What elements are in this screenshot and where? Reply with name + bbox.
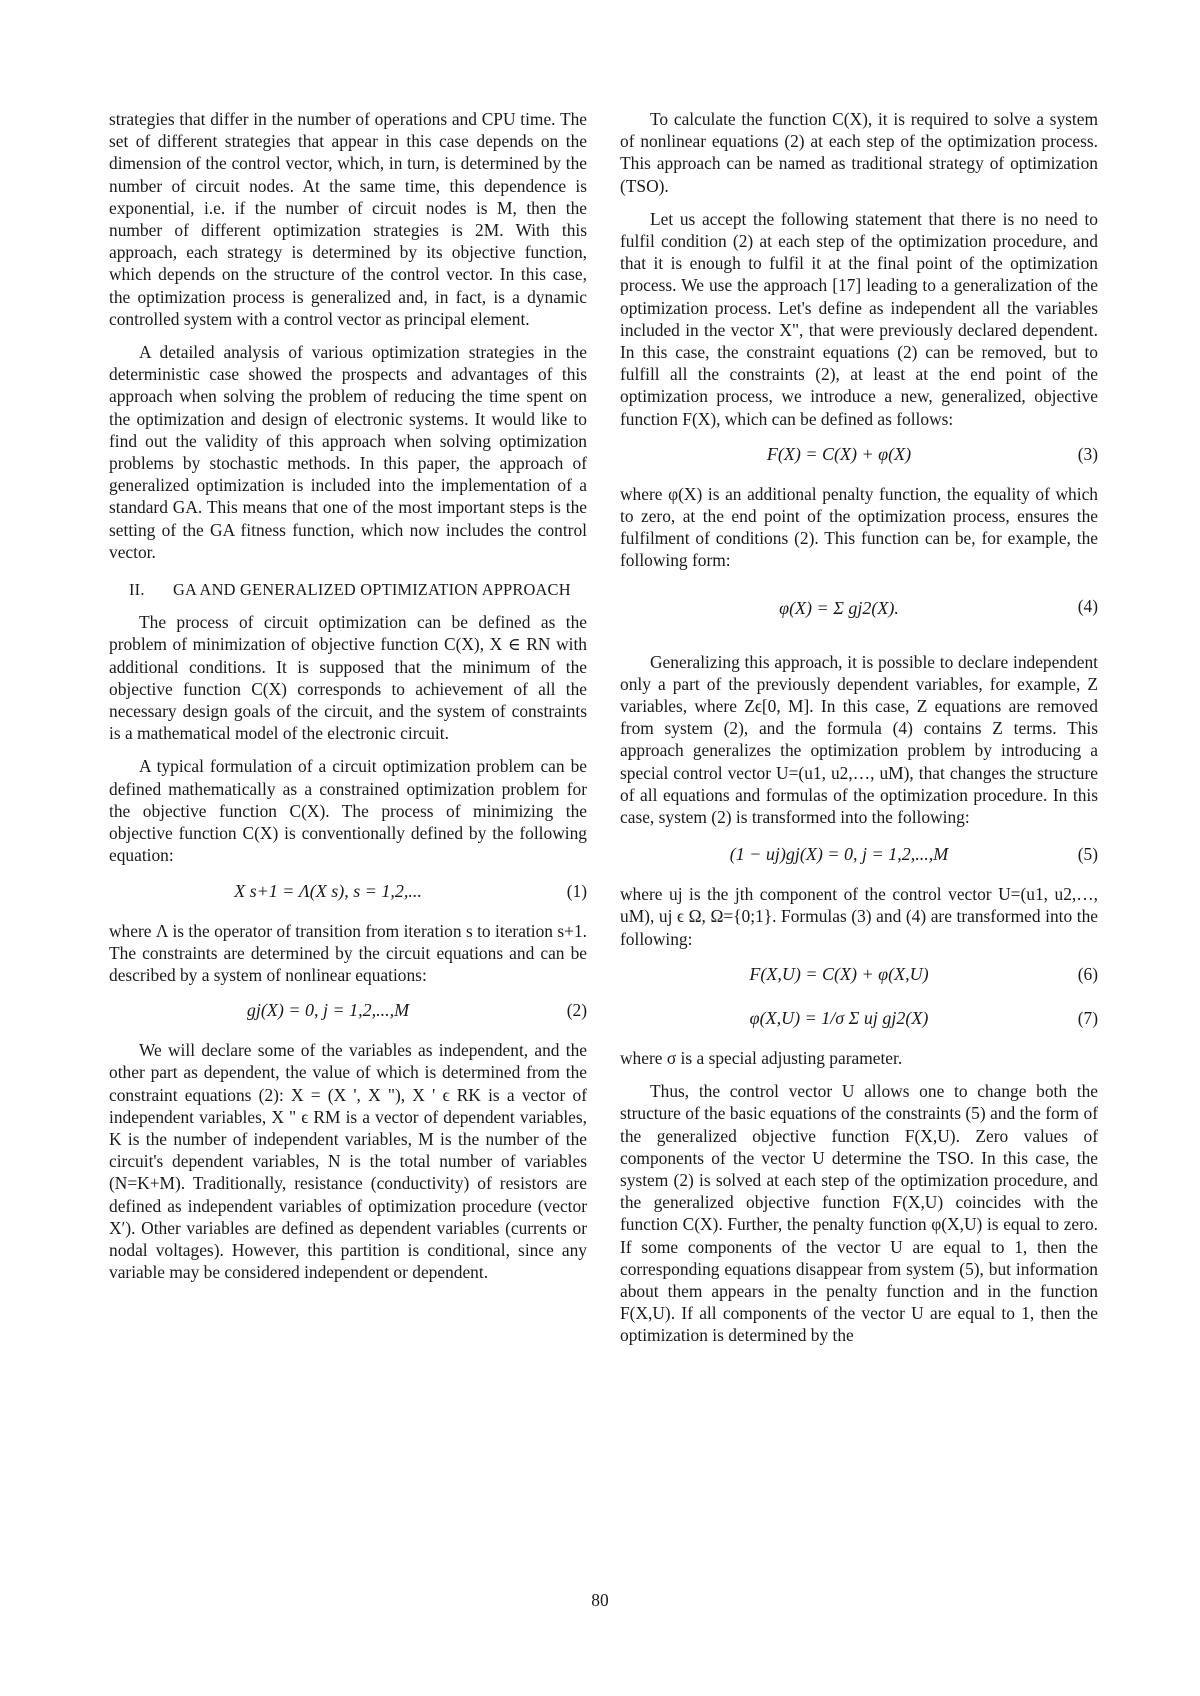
equation-body: φ(X) = Σ gj2(X). xyxy=(779,597,899,618)
equation-number: (2) xyxy=(566,1000,587,1021)
section-title: GA AND GENERALIZED OPTIMIZATION APPROACH xyxy=(173,580,571,600)
equation-2 xyxy=(109,995,587,1029)
equation-5 xyxy=(620,839,1098,873)
equation-number: (1) xyxy=(566,880,587,901)
equation-6 xyxy=(620,959,1098,993)
paragraph: where uj is the jth component of the control vector U=(u1, u2,…, uM), uj ϵ Ω, Ω={0;1}. Formulas (3) and (4) are transformed into the following: xyxy=(620,884,1098,949)
section-number: II. xyxy=(129,580,145,600)
paragraph: The process of circuit optimization can be defined as the problem of minimization of objective function C(X), X ∈ RN with additional conditions. It is supposed that the minimum of the objective function C(X) corresponds to achievement of all the necessary design goals of the circuit, and the system of constraints is a mathematical model of the electronic circuit. xyxy=(109,612,587,744)
paragraph: Thus, the control vector U allows one to change both the structure of the basic equations of the constraints (5) and the form of the generalized objective function F(X,U). Zero values of components of the vector U determine the TSO. In this case, the system (2) is solved at each step of the optimization procedure, and the generalized objective function F(X,U) coincides with the function C(X). Further, the penalty function φ(X,U) is equal to zero. If some components of the vector U are equal to 1, then the corresponding equations disappear from system (5), but information about them appears in the penalty function and in the function F(X,U). If all components of the vector U are equal to 1, then the optimization is determined by the xyxy=(620,1081,1098,1346)
equation-number: (7) xyxy=(1077,1007,1098,1028)
equation-number: (5) xyxy=(1077,844,1098,865)
page-number: 80 xyxy=(591,1590,609,1610)
paragraph: where σ is a special adjusting parameter. xyxy=(620,1047,903,1068)
paragraph: strategies that differ in the number of operations and CPU time. The set of different strategies that appear in this case depends on the dimension of the control vector, which, in turn, is determined by the number of circuit nodes. At the same time, this dependence is exponential, i.e. if the number of circuit nodes is M, then the number of different optimization strategies is 2M. With this approach, each strategy is determined by its objective function, which depends on the structure of the control vector. In this case, the optimization process is generalized and, in fact, is a dynamic controlled system with a control vector as principal element. xyxy=(109,109,587,329)
paragraph: A typical formulation of a circuit optimization problem can be defined mathematically as a constrained optimization problem for the objective function C(X). The process of minimizing the objective function C(X) is conventionally defined by the following equation: xyxy=(109,756,587,866)
equation-number: (3) xyxy=(1077,443,1098,464)
equation-3 xyxy=(620,439,1098,473)
equation-body: (1 − uj)gj(X) = 0, j = 1,2,...,M xyxy=(729,844,949,865)
equation-1 xyxy=(109,876,587,910)
equation-7 xyxy=(620,1003,1098,1037)
paragraph: Generalizing this approach, it is possible to declare independent only a part of the previously dependent variables, for example, Z variables, where Zϵ[0, M]. In this case, Z equations are removed from system (2), and the formula (4) contains Z terms. This approach generalizes the optimization problem by introducing a special control vector U=(u1, u2,…, uM), that changes the structure of all equations and formulas of the optimization procedure. In this case, system (2) is transformed into the following: xyxy=(620,651,1098,828)
equation-body: gj(X) = 0, j = 1,2,...,M xyxy=(246,1000,410,1021)
equation-4 xyxy=(620,581,1098,641)
left-column xyxy=(109,108,587,1294)
equation-body: F(X) = C(X) + φ(X) xyxy=(766,443,912,464)
paragraph: Let us accept the following statement that there is no need to fulfil condition (2) at each step of the optimization procedure, and that it is enough to fulfil it at the final point of the optimization process. We use the approach [17] leading to a generalization of the optimization process. Let's define as independent all the variables included in the vector X", that were previously declared dependent. In this case, the constraint equations (2) can be removed, but to fulfill all the constraints (2), at least at the end point of the optimization process, we introduce a new, generalized, objective function F(X), which can be defined as follows: xyxy=(620,208,1098,429)
paragraph: A detailed analysis of various optimization strategies in the deterministic case showed the prospects and advantages of this approach when solving the problem of reducing the time spent on the optimization and design of electronic systems. It would like to find out the validity of this approach when solving optimization problems by stochastic methods. In this paper, the approach of generalized optimization is included into the implementation of a standard GA. This means that one of the most important steps is the setting of the GA fitness function, which now includes the control vector. xyxy=(109,342,587,562)
paragraph: where φ(X) is an additional penalty function, the equality of which to zero, at the end point of the optimization process, ensures the fulfilment of conditions (2). This function can be, for example, the following form: xyxy=(620,483,1098,571)
section-heading xyxy=(129,579,587,601)
equation-body: X s+1 = Λ(X s), s = 1,2,... xyxy=(234,880,422,901)
equation-number: (6) xyxy=(1077,963,1098,984)
paragraph: We will declare some of the variables as independent, and the other part as dependent, the value of which is determined from the constraint equations (2): X = (X ', X "), X ' ϵ RK is a vector of independent variables, X " ϵ RM is a vector of dependent variables, K is the number of independent variables, M is the number of the circuit's dependent variables, N is the total number of variables (N=K+M). Traditionally, resistance (conductivity) of resistors are defined as independent variables of optimization procedure (vector X′). Other variables are defined as dependent variables (currents or nodal voltages). However, this partition is conditional, since any variable may be considered independent or dependent. xyxy=(109,1040,587,1283)
equation-number: (4) xyxy=(1077,595,1098,616)
paragraph: To calculate the function C(X), it is required to solve a system of nonlinear equations (2) at each step of the optimization process. This approach can be named as traditional strategy of optimization (TSO). xyxy=(620,109,1098,196)
paragraph: where Λ is the operator of transition from iteration s to iteration s+1. The constraints are determined by the circuit equations and can be described by a system of nonlinear equations: xyxy=(109,920,587,985)
equation-body: φ(X,U) = 1/σ Σ uj gj2(X) xyxy=(749,1007,929,1028)
equation-body: F(X,U) = C(X) + φ(X,U) xyxy=(749,963,929,984)
right-column xyxy=(620,108,1098,1358)
